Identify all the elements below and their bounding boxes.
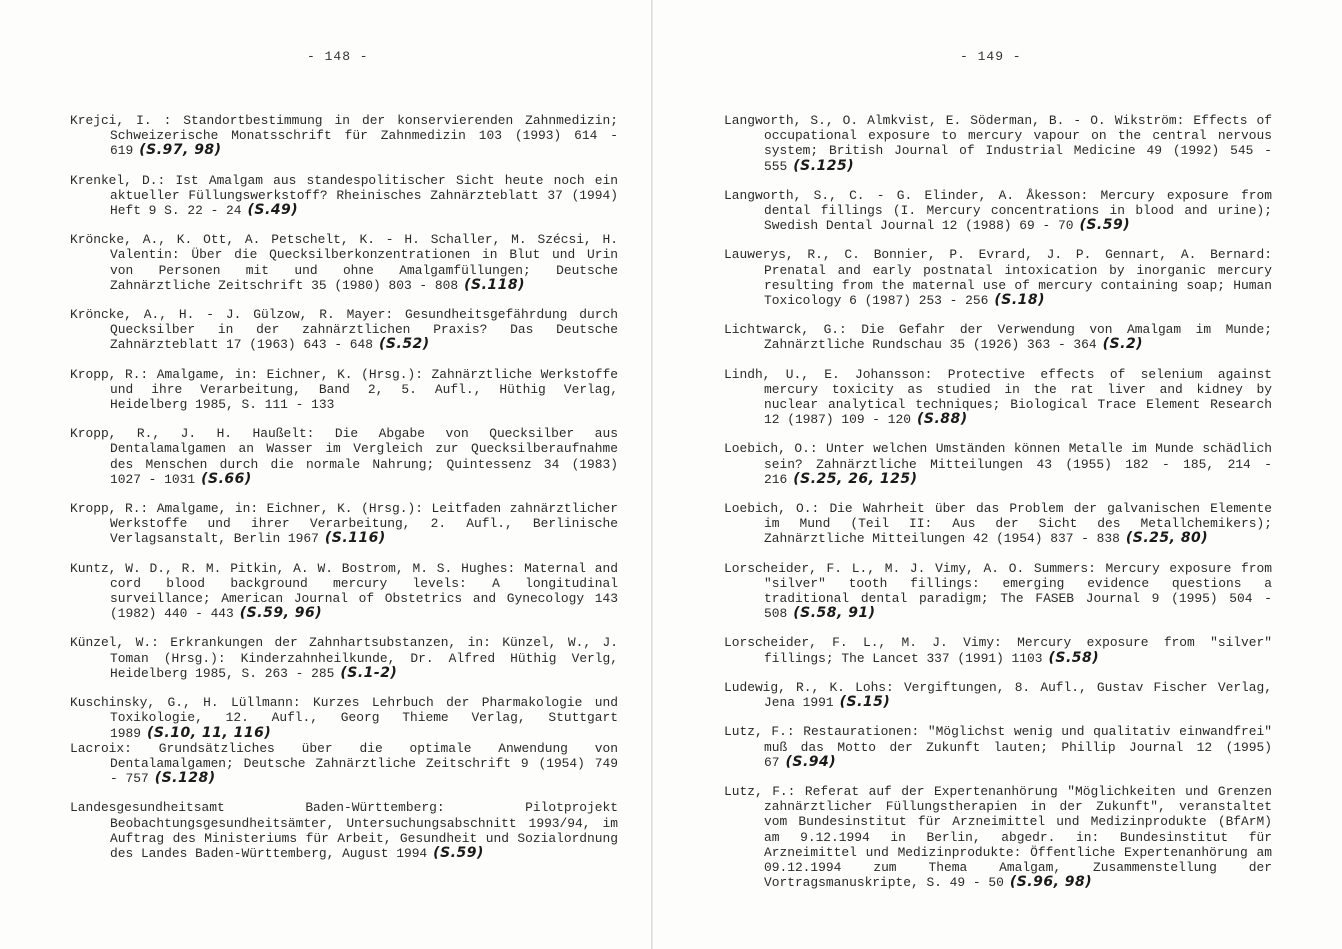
bibliography-entry <box>724 247 1272 308</box>
handwritten-page-reference: (S.94) <box>785 753 837 770</box>
handwritten-page-reference: (S.128) <box>154 770 216 787</box>
bibliography-list <box>70 113 618 875</box>
handwritten-page-reference: (S.66) <box>201 470 252 487</box>
bibliography-entry <box>70 800 618 861</box>
bibliography-entry <box>70 635 618 681</box>
entry-text: Lutz, F.: Referat auf der Expertenanhörung "Möglichkeiten und Grenzen zahnärztlicher Füllungstherapien in der Zukunft", veranstaltet vom Bundesinstitut für Arzneimittel und Medizinprodukte (BfArM) am 9.12.1994 in Berlin, abgedr. in: Bundesinstitut für Arzneimittel und Medizinprodukte: Öffentliche Expertenanhörung am 09.12.1994 zum Thema Amalgam, Zusammenstellung der Vortragsmanuskripte, S. 49 - 50 <box>724 783 1272 891</box>
handwritten-page-reference: (S.25, 26, 125) <box>793 470 918 487</box>
bibliography-entry <box>70 695 618 741</box>
bibliography-entry <box>724 561 1272 622</box>
bibliography-entry <box>70 232 618 293</box>
bibliography-list <box>724 113 1272 904</box>
handwritten-page-reference: (S.97, 98) <box>139 142 222 159</box>
entry-text: Lauwerys, R., C. Bonnier, P. Evrard, J. P. Gennart, A. Bernard: Prenatal and early postnatal intoxication by inorganic mercury resulting from the maternal use of mercury containing soap; Human Toxicology 6 (1987) 253 - 256 <box>724 247 1272 309</box>
page-number: - 149 - <box>960 49 1022 64</box>
handwritten-page-reference: (S.125) <box>793 157 855 174</box>
bibliography-entry <box>70 173 618 219</box>
entry-text: Loebich, O.: Unter welchen Umständen können Metalle im Munde schädlich sein? Zahnärztliche Mitteilungen 43 (1955) 182 - 185, 214 - 216 <box>724 441 1272 487</box>
bibliography-entry <box>70 426 618 487</box>
entry-text: Kropp, R., J. H. Haußelt: Die Abgabe von Quecksilber aus Dentalamalgamen an Wasser im Vergleich zur Quecksilberaufnahme des Menschen durch die normale Nahrung; Quintessenz 34 (1983) 1027 - 1031 <box>70 426 618 487</box>
handwritten-page-reference: (S.15) <box>839 694 891 711</box>
bibliography-entry <box>70 367 618 413</box>
entry-text: Langworth, S., C. - G. Elinder, A. Åkesson: Mercury exposure from dental fillings (I. Mercury concentrations in blood and urine); Swedish Dental Journal 12 (1988) 69 - 70 <box>724 187 1272 234</box>
entry-text: Lorscheider, F. L., M. J. Vimy: Mercury exposure from "silver" fillings; The Lancet 337 (1991) 1103 <box>724 635 1272 666</box>
handwritten-page-reference: (S.58, 91) <box>793 605 876 622</box>
entry-text: Lichtwarck, G.: Die Gefahr der Verwendung von Amalgam im Munde; Zahnärztliche Rundschau 35 (1926) 363 - 364 <box>724 322 1272 353</box>
handwritten-page-reference: (S.118) <box>464 276 526 293</box>
handwritten-page-reference: (S.18) <box>994 292 1046 309</box>
bibliography-entry <box>724 322 1272 352</box>
entry-text: Landesgesundheitsamt Baden-Württemberg: Pilotprojekt Beobachtungsgesundheitsämter, Untersuchungsabschnitt 1993/94, im Auftrag des Ministeriums für Arbeit, Gesundheit und Sozialordnung des Landes Baden-Württemberg, August 1994 <box>70 800 618 861</box>
handwritten-page-reference: (S.59, 96) <box>239 605 323 622</box>
handwritten-page-reference: (S.58) <box>1048 649 1100 666</box>
bibliography-entry <box>70 561 618 622</box>
handwritten-page-reference: (S.49) <box>247 202 299 219</box>
bibliography-entry <box>70 113 618 159</box>
entry-text: Kröncke, A., H. - J. Gülzow, R. Mayer: Gesundheitsgefährdung durch Quecksilber in der zahnärztlichen Praxis? Das Deutsche Zahnärzteblatt 17 (1963) 643 - 648 <box>70 307 618 353</box>
bibliography-entry <box>724 501 1272 547</box>
handwritten-page-reference: (S.10, 11, 116) <box>146 724 272 741</box>
entry-text: Künzel, W.: Erkrankungen der Zahnhartsubstanzen, in: Künzel, W., J. Toman (Hrsg.): Kinderzahnheilkunde, Dr. Alfred Hüthig Verlg, Heidelberg 1985, S. 263 - 285 <box>70 635 618 681</box>
page-number: - 148 - <box>307 49 369 64</box>
handwritten-page-reference: (S.116) <box>324 530 386 547</box>
handwritten-page-reference: (S.1-2) <box>340 664 398 681</box>
bibliography-entry <box>724 113 1272 174</box>
handwritten-page-reference: (S.59) <box>433 844 484 861</box>
left-page <box>0 0 660 949</box>
handwritten-page-reference: (S.88) <box>916 411 968 428</box>
handwritten-page-reference: (S.52) <box>379 336 430 353</box>
bibliography-entry <box>724 724 1272 770</box>
entry-text: Krejci, I. : Standortbestimmung in der konservierenden Zahnmedizin; Schweizerische Monatsschrift für Zahnmedizin 103 (1993) 614 - 619 <box>70 113 618 159</box>
handwritten-page-reference: (S.25, 80) <box>1125 530 1209 547</box>
handwritten-page-reference: (S.96, 98) <box>1009 874 1093 891</box>
right-page <box>664 0 1342 949</box>
entry-text: Lacroix: Grundsätzliches über die optimale Anwendung von Dentalamalgamen; Deutsche Zahnärztliche Zeitschrift 9 (1954) 749 - 757 <box>70 740 618 787</box>
entry-text: Kuschinsky, G., H. Lüllmann: Kurzes Lehrbuch der Pharmakologie und Toxikologie, 12. Aufl., Georg Thieme Verlag, Stuttgart 1989 <box>70 695 618 741</box>
bibliography-entry <box>70 501 618 547</box>
entry-text: Kropp, R.: Amalgame, in: Eichner, K. (Hrsg.): Zahnärztliche Werkstoffe und ihre Verarbeitung, Band 2, 5. Aufl., Hüthig Verlag, Heidelberg 1985, S. 111 - 133 <box>70 366 618 413</box>
bibliography-entry <box>70 307 618 353</box>
bibliography-entry <box>70 741 618 787</box>
bibliography-entry <box>724 680 1272 710</box>
page-gutter <box>651 0 653 949</box>
bibliography-entry <box>724 188 1272 234</box>
entry-text: Lorscheider, F. L., M. J. Vimy, A. O. Summers: Mercury exposure from "silver" tooth fillings: emerging evidence questions a traditional dental paradigm; The FASEB Journal 9 (1995) 504 - 508 <box>724 560 1272 622</box>
bibliography-entry <box>724 367 1272 428</box>
handwritten-page-reference: (S.59) <box>1079 217 1131 234</box>
bibliography-entry <box>724 635 1272 665</box>
entry-text: Ludewig, R., K. Lohs: Vergiftungen, 8. Aufl., Gustav Fischer Verlag, Jena 1991 <box>724 679 1272 711</box>
entry-text: Lutz, F.: Restaurationen: "Möglichst wenig und qualitativ einwandfrei" muß das Motto der Zukunft lauten; Phillip Journal 12 (1995) 67 <box>724 724 1272 770</box>
handwritten-page-reference: (S.2) <box>1102 336 1144 353</box>
entry-text: Kuntz, W. D., R. M. Pitkin, A. W. Bostrom, M. S. Hughes: Maternal and cord blood background mercury levels: A longitudinal surveillance; American Journal of Obstetrics and Gynecology 143 (1982) 440 - 443 <box>70 560 618 622</box>
bibliography-entry <box>724 784 1272 890</box>
entry-text: Kröncke, A., K. Ott, A. Petschelt, K. - H. Schaller, M. Szécsi, H. Valentin: Über die Quecksilberkonzentrationen in Blut und Urin von Personen mit und ohne Amalgamfüllungen; Deutsche Zahnärztliche Zeitschrift 35 (1980) 803 - 808 <box>70 232 618 293</box>
entry-text: Krenkel, D.: Ist Amalgam aus standespolitischer Sicht heute noch ein aktueller Füllungswerkstoff? Rheinisches Zahnärzteblatt 37 (1994) Heft 9 S. 22 - 24 <box>70 172 618 219</box>
entry-text: Kropp, R.: Amalgame, in: Eichner, K. (Hrsg.): Leitfaden zahnärztlicher Werkstoffe und ihrer Verarbeitung, 2. Aufl., Berlinische Verlagsanstalt, Berlin 1967 <box>70 501 618 547</box>
bibliography-entry <box>724 441 1272 487</box>
entry-text: Langworth, S., O. Almkvist, E. Söderman, B. - O. Wikström: Effects of occupational exposure to mercury vapour on the central nervous system; British Journal of Industrial Medicine 49 (1992) 545 - 555 <box>724 113 1272 174</box>
entry-text: Loebich, O.: Die Wahrheit über das Problem der galvanischen Elemente im Mund (Teil II: Aus der Sicht des Metallchemikers); Zahnärztliche Mitteilungen 42 (1954) 837 - 838 <box>724 501 1272 547</box>
entry-text: Lindh, U., E. Johansson: Protective effects of selenium against mercury toxicity as studied in the rat liver and kidney by nuclear analytical techniques; Biological Trace Element Research 12 (1987) 109 - 120 <box>724 366 1272 428</box>
